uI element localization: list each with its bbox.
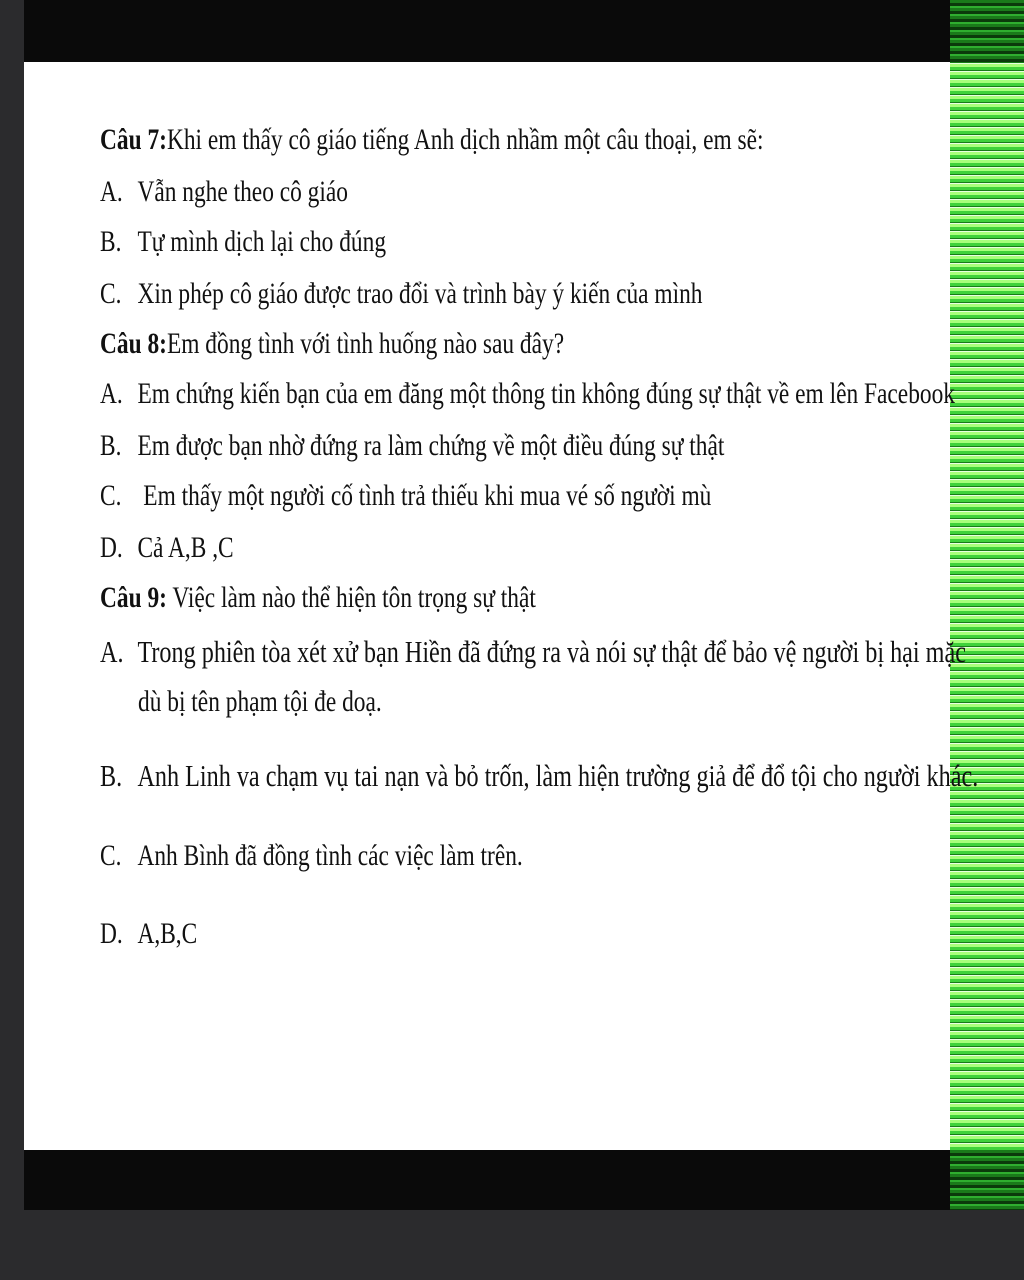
question-9 — [100, 578, 536, 618]
question-9-option-d — [100, 914, 197, 954]
option-letter: B. — [100, 429, 122, 462]
question-9-option-c — [100, 836, 523, 876]
question-8 — [100, 324, 564, 364]
green-striped-edge-top — [950, 0, 1024, 62]
option-letter: B. — [100, 758, 123, 793]
green-striped-edge-bottom — [950, 1150, 1024, 1210]
option-letter: C. — [100, 479, 122, 512]
option-text: Anh Bình đã đồng tình các việc làm trên. — [137, 839, 523, 872]
top-dark-bar — [24, 0, 950, 62]
question-text: Khi em thấy cô giáo tiếng Anh dịch nhầm một câu thoại, em sẽ: — [166, 123, 764, 156]
question-9-option-b — [100, 756, 978, 796]
question-8-option-a — [100, 374, 955, 414]
option-letter: A. — [100, 175, 123, 208]
question-9-option-a — [100, 632, 966, 672]
option-text: Tự mình dịch lại cho đúng — [137, 225, 387, 258]
option-text-continuation: dù bị tên phạm tội đe doạ. — [138, 685, 382, 718]
question-8-option-c — [100, 476, 711, 516]
option-text: Em thấy một người cố tình trả thiếu khi mua vé số người mù — [137, 479, 712, 512]
question-label: Câu 8: — [100, 327, 167, 360]
option-text: Em được bạn nhờ đứng ra làm chứng về một điều đúng sự thật — [137, 429, 725, 462]
question-9-option-a-continuation — [138, 682, 382, 722]
question-7-option-b — [100, 222, 386, 262]
option-text: Cả A,B ,C — [137, 531, 234, 564]
option-text: Vẫn nghe theo cô giáo — [137, 175, 348, 208]
option-letter: C. — [100, 277, 122, 310]
question-text: Việc làm nào thể hiện tôn trọng sự thật — [166, 581, 536, 614]
option-letter: A. — [100, 634, 124, 669]
question-7 — [100, 120, 764, 160]
question-label: Câu 9: — [100, 581, 167, 614]
question-label: Câu 7: — [100, 123, 167, 156]
question-7-option-a — [100, 172, 348, 212]
option-text: Em chứng kiến bạn của em đăng một thông tin không đúng sự thật về em lên Facebook — [137, 377, 955, 410]
question-7-option-c — [100, 274, 703, 314]
green-striped-edge — [950, 0, 1024, 1210]
option-text: Trong phiên tòa xét xử bạn Hiền đã đứng ra và nói sự thật để bảo vệ người bị hại mặc — [137, 634, 966, 669]
option-letter: B. — [100, 225, 122, 258]
option-letter: D. — [100, 917, 123, 950]
question-text: Em đồng tình với tình huống nào sau đây? — [166, 327, 565, 360]
option-letter: D. — [100, 531, 123, 564]
option-text: Anh Linh va chạm vụ tai nạn và bỏ trốn, làm hiện trường giả để đổ tội cho người khác. — [137, 758, 979, 793]
option-text: Xin phép cô giáo được trao đổi và trình bày ý kiến của mình — [137, 277, 703, 310]
option-letter: A. — [100, 377, 123, 410]
document-page — [24, 62, 979, 1150]
bottom-dark-bar — [24, 1150, 950, 1210]
option-letter: C. — [100, 839, 122, 872]
option-text: A,B,C — [137, 917, 198, 950]
question-8-option-d — [100, 528, 234, 568]
question-8-option-b — [100, 426, 724, 466]
